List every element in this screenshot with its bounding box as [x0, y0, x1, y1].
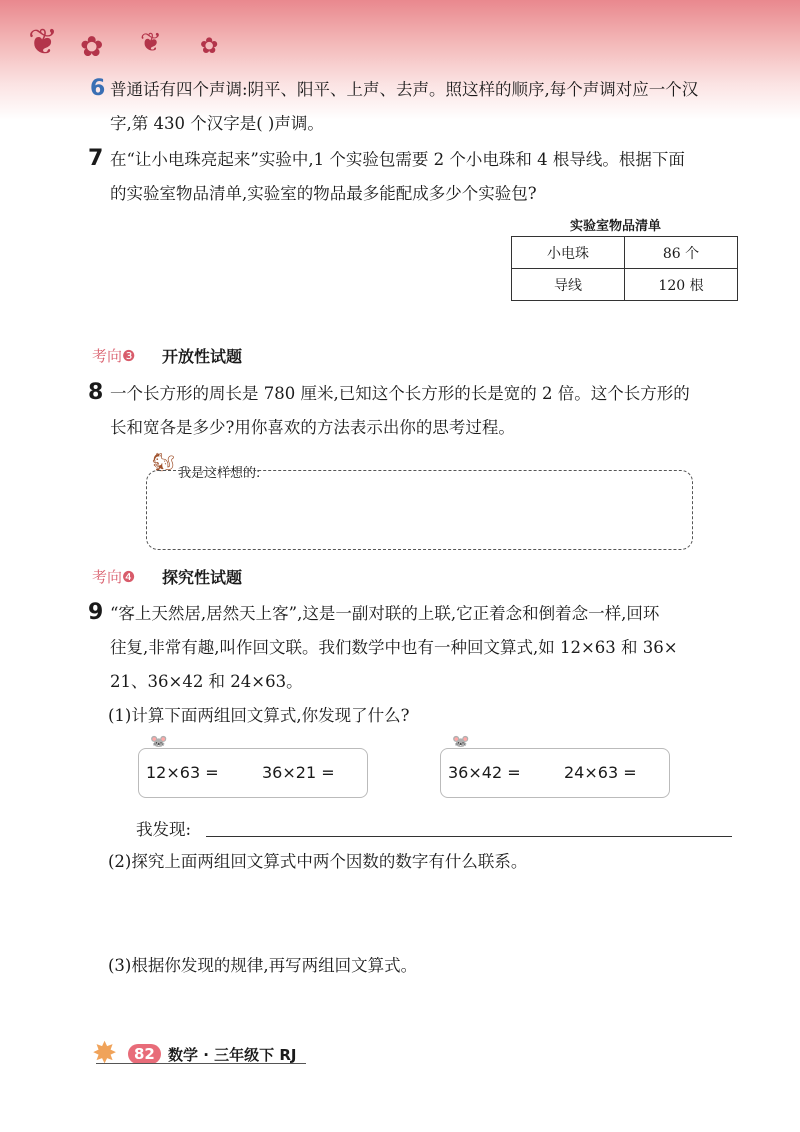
page-number: 82: [128, 1044, 161, 1064]
question-text: 的实验室物品清单,实验室的物品最多能配成多少个实验包?: [110, 184, 537, 203]
question-number: 7: [88, 146, 104, 171]
table-cell: 120 根: [625, 269, 738, 301]
answer-area[interactable]: [146, 470, 693, 550]
question-text: 普通话有四个声调:阴平、阳平、上声、去声。照这样的顺序,每个声调对应一个汉: [110, 80, 699, 99]
mascot-icon: 🐭: [150, 734, 168, 750]
answer-prompt: 我是这样想的:: [178, 466, 261, 481]
table-cell: 86 个: [625, 237, 738, 269]
question-text: “客上天然居,居然天上客”,这是一副对联的上联,它正着念和倒着念一样,回环: [110, 604, 660, 623]
question-text: 在“让小电珠亮起来”实验中,1 个实验包需要 2 个小电珠和 4 根导线。根据下面: [110, 150, 685, 169]
squirrel-icon: 🐿: [152, 452, 175, 473]
star-icon: ✸: [92, 1036, 118, 1071]
footer-divider: [96, 1063, 306, 1064]
maple-leaf-icon: ❦: [140, 28, 162, 58]
sub-question: (2)探究上面两组回文算式中两个因数的数字有什么联系。: [108, 852, 528, 871]
mascot-icon: 🐭: [452, 734, 470, 750]
maple-leaf-icon: ✿: [200, 34, 219, 59]
table-cell: 导线: [512, 269, 625, 301]
calc-expression: 24×63 =: [564, 763, 637, 782]
question-number: 8: [88, 380, 104, 405]
question-text: 21、36×42 和 24×63。: [110, 672, 303, 691]
calc-expression: 36×42 =: [448, 763, 521, 782]
sub-question: (3)根据你发现的规律,再写两组回文算式。: [108, 956, 418, 975]
section-tag: 考向❹: [92, 568, 136, 586]
sub-question: (1)计算下面两组回文算式,你发现了什么?: [108, 706, 410, 725]
header-band: [0, 0, 800, 120]
table-row: [512, 269, 738, 301]
section-tag: 考向❸: [92, 347, 136, 365]
section-title: 开放性试题: [162, 347, 243, 366]
question-number: 9: [88, 600, 104, 625]
question-text: 一个长方形的周长是 780 厘米,已知这个长方形的长是宽的 2 倍。这个长方形的: [110, 384, 690, 403]
table-row: [512, 237, 738, 269]
maple-leaf-icon: ❦: [28, 22, 59, 63]
maple-leaf-icon: ✿: [80, 30, 104, 63]
table-cell: 小电珠: [512, 237, 625, 269]
table-title: 实验室物品清单: [570, 219, 662, 234]
question-text: 长和宽各是多少?用你喜欢的方法表示出你的思考过程。: [110, 418, 515, 437]
question-text: 往复,非常有趣,叫作回文联。我们数学中也有一种回文算式,如 12×63 和 36×: [110, 638, 678, 657]
question-number: 6: [90, 76, 106, 101]
inventory-table: [511, 236, 738, 301]
found-label: 我发现:: [136, 820, 192, 839]
calc-expression: 12×63 =: [146, 763, 219, 782]
calc-expression: 36×21 =: [262, 763, 335, 782]
section-title: 探究性试题: [162, 568, 243, 587]
answer-line[interactable]: [206, 836, 732, 837]
book-title: 数学 · 三年级下 RJ: [168, 1046, 297, 1064]
question-text: 字,第 430 个汉字是( )声调。: [110, 114, 324, 133]
